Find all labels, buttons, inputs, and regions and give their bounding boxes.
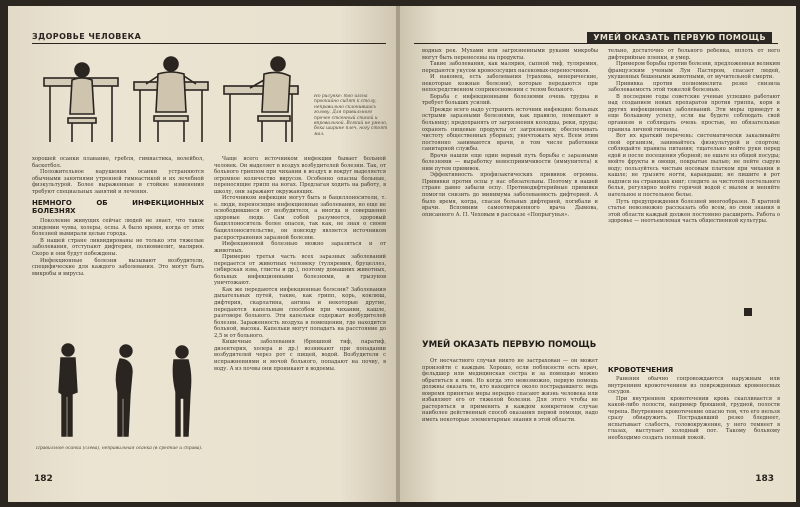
posture-standing-illustration (44, 340, 200, 440)
text-paragraph: И наконец, есть заболевания (трахома, венерические, некоторые кожные болезни), которые передаются при непосредственном соприкосновении с телом больного. (422, 74, 598, 94)
running-head-right: УМЕЙ ОКАЗАТЬ ПЕРВУЮ ПОМОЩЬ (587, 32, 772, 43)
section-heading-infectious: НЕМНОГО ОБ ИНФЕКЦИОННЫХ БОЛЕЗНЯХ (32, 199, 204, 216)
right-col-2-top (608, 48, 780, 296)
text-paragraph: водных рек. Мухами или загрязненными руками микробы могут быть перенесены на продукты. (422, 48, 598, 61)
section-heading-bleeding: КРОВОТЕЧЕНИЯ (608, 366, 674, 374)
text-paragraph: тельно, достаточно от больного ребенка, вплоть от него дифтерийные пленки, и умер. (608, 48, 780, 61)
text-paragraph: Такие заболевания, как малярия, сыпной тиф, туляремия, передаются укусом кровососущих насекомых-переносчиков. (422, 61, 598, 74)
right-col-2-bottom (608, 376, 780, 472)
text-paragraph: Борьба с инфекционными болезнями очень трудна и требует больших усилий. (422, 93, 598, 107)
text-paragraph: Ранения обычно сопровождаются наружным или внутренним кровотечением из поврежденных кровеносных сосудов. (608, 376, 780, 396)
text-paragraph: Положительное нарушения осанки устраняются обычными занятиями утренней гимнастикой и их лечебной физкультурой. Более выраженные в стойкие изменения требуют специальных занятий и лечения. (32, 169, 204, 195)
text-paragraph: Кишечные заболевания (брюшной тиф, паратиф, дизентерия, холера и др.) возникают при попадании возбудителей через рот с пищей, водой. Возбудители с испражнениями и мочой больного, попадают на почву, в воду. А из почвы они проникают в водоемы. (214, 339, 386, 372)
text-paragraph: Путь предупреждения болезней многообразен. В кратной статье невозможно рассказать обо всем, но свои знания в этой области каждый должен постоянно расширять. Работа о здоровье — неотъемлемая часть общественной культуры. (608, 198, 780, 225)
figure-bottom-caption: Правильное осанка (слева), неправильная осанка (в средние и справа). (36, 446, 203, 451)
text-paragraph: Прежде всего надо устранить источник инфекции: больных острыми заразными болезнями, как правило, помещают в больницу; предохранять от загрязнения колодцы, реки, пруды; охранять пищевые продукты от загрязнения; обеспечивать чистоту общественных уборных; уничтожать мух. Всем этим постоянно занимаются врачи, в том числе работники санитарной службы. (422, 106, 598, 153)
text-paragraph: хорошей осанки плавание, гребля, гимнастика, волейбол, баскетбол. (32, 156, 204, 169)
text-paragraph: В последние годы советские ученые успешно работают над созданием новых препаратов против гриппа, кори и других инфекционных заболеваний. Эти меры приведут к еще большему успеху, если вы будете соблюдать свой организм и соблюдать очень простые, но обязательные правила личной гигиены. (608, 93, 780, 133)
text-paragraph: Источником инфекции могут быть и бациллоносители, т. е. люди, переносящие инфекционные заболевания, но еще не освободившиеся от возбудителя, а иногда и совершенно здоровые люди. Сам собой разумеется, здоровый бациллоноситель более опасен, так как, не зная о своем бациллоносительстве, он повсюду является источником распространения заразной болезни. (214, 195, 386, 241)
page-number-right: 183 (755, 474, 774, 484)
left-page (8, 6, 398, 502)
text-paragraph: Прививка против полиомиелита резко снизила заболеваемость этой тяжелой болезнью. (608, 80, 780, 94)
text-paragraph: Поколение живущих сейчас людей не знает, что такое эпидемии чумы, холеры, оспы. А было время, когда от этих болезней вымирали целые города. (32, 218, 204, 238)
text-paragraph: Чаще всего источником инфекции бывает больной человек. Он выделяет в воздух возбудителей болезни. Так, от больного гриппом при чихании в воздух и вокруг выделяется огромное количество вирусов. Особенно опасны больные, переносящие грипп на ногах. Предлагая ходить на работу, в школу, они заражают окружающих. (214, 156, 386, 195)
text-paragraph: При внутреннем кровотечении кровь скапливается в какой-либо полости, например брюшной, грудной, полости черепа. Внутреннее кровотечение опасно тем, что его нельзя сразу обнаружить. Пострадавший резко бледнеет, испытывает слабость, головокружение, у него темнеет в глазах, выступает холодный пот. Такому больному необходимо создать полный покой. (608, 395, 780, 441)
text-paragraph: От несчастного случая никто не застрахован — он может произойти с каждым. Хорошо, если поблизости есть врач, фельдшер или медицинская сестра и за помощью можно обратиться к ним. Но когда это невозможно, первую помощь должны оказать те, кто находится около пострадавшего: ведь вовремя принятые меры нередко спасают жизнь человека или избавляют его от тяжелой болезни. Для этого чтобы не растеряться и применить в каждом конкретном случае наиболее действенный способ оказания первой помощи, надо иметь некоторые элементарные знания в этой области. (422, 358, 598, 423)
text-paragraph: Примером борьбы против болезни, предложенная великим французским ученым Луи Пастером, спасает людей, укушенных бешеными животными, от мучительной смерти. (608, 61, 780, 81)
header-rule-left (32, 43, 386, 44)
figure-top-caption: Но рисунке: тоо изсна проокийно сидят к столу, неправильно склонившись голову. Для правильного прочее стсенный спиной и впровальной. Всякий не умело, бока ширине плеч, ногу стоят мал. (314, 94, 388, 137)
left-col-2 (214, 156, 386, 460)
left-col-1-top (32, 156, 204, 332)
page-number-left: 182 (34, 474, 53, 484)
running-head-left: ЗДОРОВЬЕ ЧЕЛОВЕКА (32, 32, 142, 41)
standing-figures-image (44, 340, 200, 440)
text-paragraph: В нашей стране ликвидированы не только эти тяжелые заболевания, отступают дифтерия, полиомиелит, малярия. Скоро и они будут побеждены. (32, 237, 204, 258)
text-paragraph: Как же передаются инфекционные болезни? Заболевания дыхательных путей, такие, как грипп, корь, коклюш, дифтерия, скарлатина, ангина и некоторые другие, передаются капельным способом при чихании, кашле, разговоре больного. Эти капельки содержат возбудителей болезни. Зараженность воздуха в помещении, где находится больной, высока. Капельки могут попадать на расстояние до 2,5 м от больного. (214, 286, 386, 339)
book-spread (8, 6, 796, 502)
text-paragraph: Врачи нашли еще один верный путь борьбы с заразными болезнями — выработку невосприимчивости (иммунитета) к ним путем прививок. (422, 152, 598, 172)
section-heading-first-aid: УМЕЙ ОКАЗАТЬ ПЕРВУЮ ПОМОЩЬ (422, 340, 597, 350)
sitting-figures-image (38, 50, 310, 148)
text-paragraph: Инфекционные болезни вызывают возбудители, специфические для каждого заболевания. Это могут быть микробы и вирусы. (32, 257, 204, 277)
text-paragraph: Инфекционной болезнью можно заразиться и от животных. (214, 241, 386, 254)
text-paragraph: Примерно третья часть всех заразных заболеваний передается от животных человеку (туляремия, бруцеллез, сибирская язва, глисты и др.), поэтому домашних животных, больных инфекционными болезнями, и грызунов уничтожают. (214, 254, 386, 287)
section-end-marker (744, 308, 752, 316)
text-paragraph: Вот их краткий перечень: систематически закаливайте свой организм, занимайтесь физкультурой и спортом; соблюдайте правила питания; тщательно мойте руки перед едой и после посещения уборной; не ешьте из общей посуды; мойте фрукты и овощи, покрытые пылью; не пейте сырую воду; пользуйтесь чистым носовым платком при чихании и кашле; не грызите ногти, карандаши; не пишите в рот надписи на страницах книг; следите за чистотой постельного белья, регулярно мойте горячей водой с мылом и меняйте нательное и постельное белье. (608, 133, 780, 199)
right-col-1-top (422, 48, 598, 310)
right-page (400, 6, 796, 502)
right-col-1-bottom (422, 358, 598, 470)
text-paragraph: Эффективность профилактических прививок огромна. Прививки против оспы у нас обязательны. Поэтому в нашей стране давно забыли оспу. Противодифтерийные прививки помогли снизить до минимума заболеваемость дифтерией. А было время, когда, спасая больных дифтерией, погибали и врачи. Вспомним самоотверженного врача Дымова, описанного А. П. Чеховым в рассказе «Попрыгунья». (422, 172, 598, 218)
header-rule-right (414, 43, 778, 44)
posture-sitting-illustration (38, 50, 310, 148)
